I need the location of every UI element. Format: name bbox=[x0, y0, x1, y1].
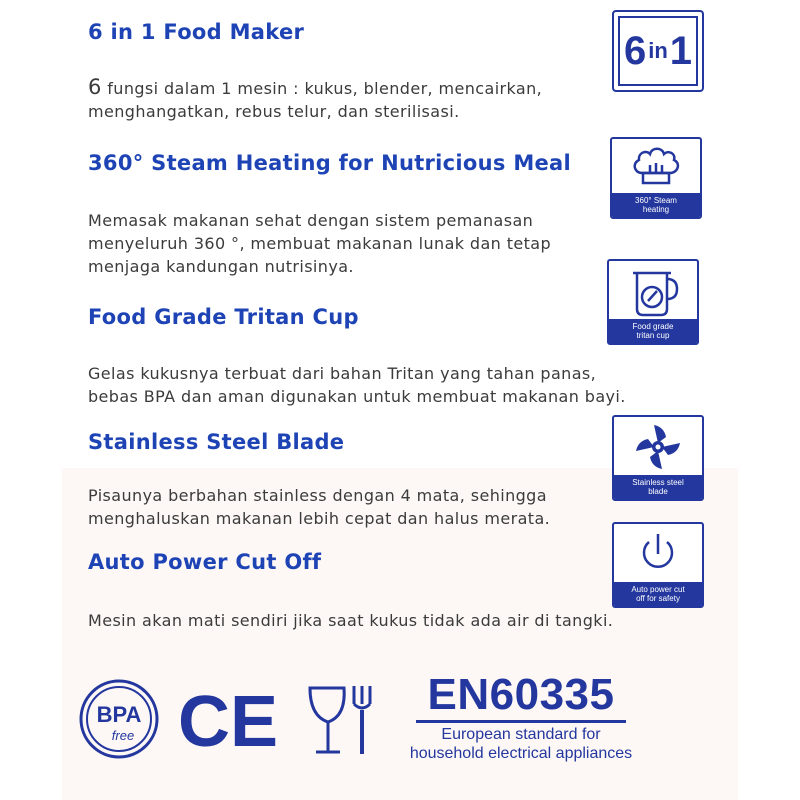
feature-desc-rest: fungsi dalam 1 mesin : kukus, blender, mencairkan, menghangatkan, rebus telur, dan sterilisasi. bbox=[88, 79, 543, 121]
ce-text: CE bbox=[178, 686, 278, 754]
bpa-free-logo bbox=[78, 678, 160, 760]
feature-desc-steam: Memasak makanan sehat dengan sistem pemanasan menyeluruh 360 °, membuat makanan lunak dan tetap menjaga kandungan nutrisinya. bbox=[88, 211, 552, 276]
badge-number-six: 6 bbox=[623, 28, 647, 73]
en60335-title: EN60335 bbox=[427, 670, 615, 719]
chef-hat-icon bbox=[612, 139, 700, 197]
feature-title-power: Auto Power Cut Off bbox=[88, 550, 322, 574]
feature-desc-blade: Pisaunya berbahan stainless dengan 4 mata, sehingga menghaluskan makanan lebih cepat dan halus merata. bbox=[88, 486, 551, 528]
bpa-free-text: free bbox=[111, 728, 135, 743]
chef-hat-steam-icon bbox=[610, 137, 702, 219]
power-symbol-icon bbox=[614, 524, 702, 586]
6-in-1-badge-icon bbox=[612, 10, 704, 92]
feature-desc-tritan: Gelas kukusnya terbuat dari bahan Tritan yang tahan panas, bebas BPA dan aman digunakan untuk membuat makanan bayi. bbox=[88, 364, 626, 406]
feature-title-6in1: 6 in 1 Food Maker bbox=[88, 20, 305, 44]
power-icon bbox=[612, 522, 704, 608]
tritan-cup-icon bbox=[607, 259, 699, 345]
tritan-caption: Food grade tritan cup bbox=[609, 319, 697, 343]
bpa-text: BPA bbox=[96, 702, 142, 727]
blade-caption: Stainless steel blade bbox=[614, 475, 702, 499]
feature-title-steam: 360° Steam Heating for Nutricious Meal bbox=[88, 151, 572, 175]
power-caption: Auto power cut off for safety bbox=[614, 582, 702, 606]
en60335-divider bbox=[416, 720, 626, 723]
steam-caption: 360° Steam heating bbox=[612, 193, 700, 217]
food-safe-glass-fork-icon bbox=[304, 682, 382, 760]
feature-desc-power: Mesin akan mati sendiri jika saat kukus tidak ada air di tangki. bbox=[88, 611, 614, 630]
cup-icon bbox=[609, 261, 697, 323]
en60335-subtitle: European standard for household electrical appliances bbox=[409, 726, 633, 762]
badge-number-one: 1 bbox=[669, 28, 693, 73]
feature-desc-6in1 bbox=[88, 76, 542, 123]
ce-mark-logo bbox=[178, 686, 278, 754]
badge-in: in bbox=[648, 38, 668, 63]
feature-title-blade: Stainless Steel Blade bbox=[88, 430, 345, 454]
four-blade-icon bbox=[614, 417, 702, 479]
feature-title-tritan: Food Grade Tritan Cup bbox=[88, 305, 359, 329]
blade-icon bbox=[612, 415, 704, 501]
feature-desc-lead: 6 bbox=[88, 75, 102, 99]
